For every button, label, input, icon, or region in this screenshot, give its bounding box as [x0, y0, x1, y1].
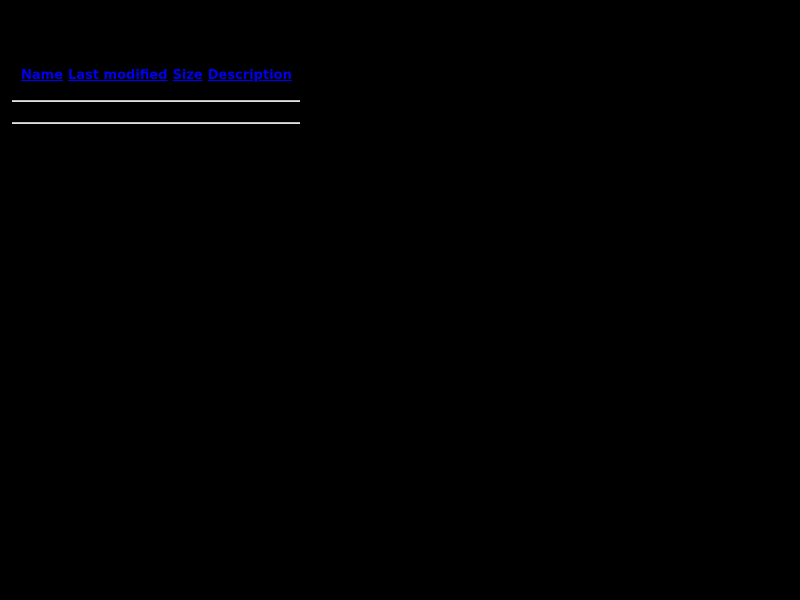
top-rule	[12, 100, 300, 102]
listing-header-row	[21, 68, 292, 84]
sort-link-size[interactable]: Size	[172, 68, 203, 83]
sort-link-name[interactable]: Name	[21, 68, 64, 83]
sort-link-description[interactable]: Description	[207, 68, 292, 83]
bottom-rule	[12, 122, 300, 124]
sort-link-last-modified[interactable]: Last modified	[68, 68, 168, 83]
